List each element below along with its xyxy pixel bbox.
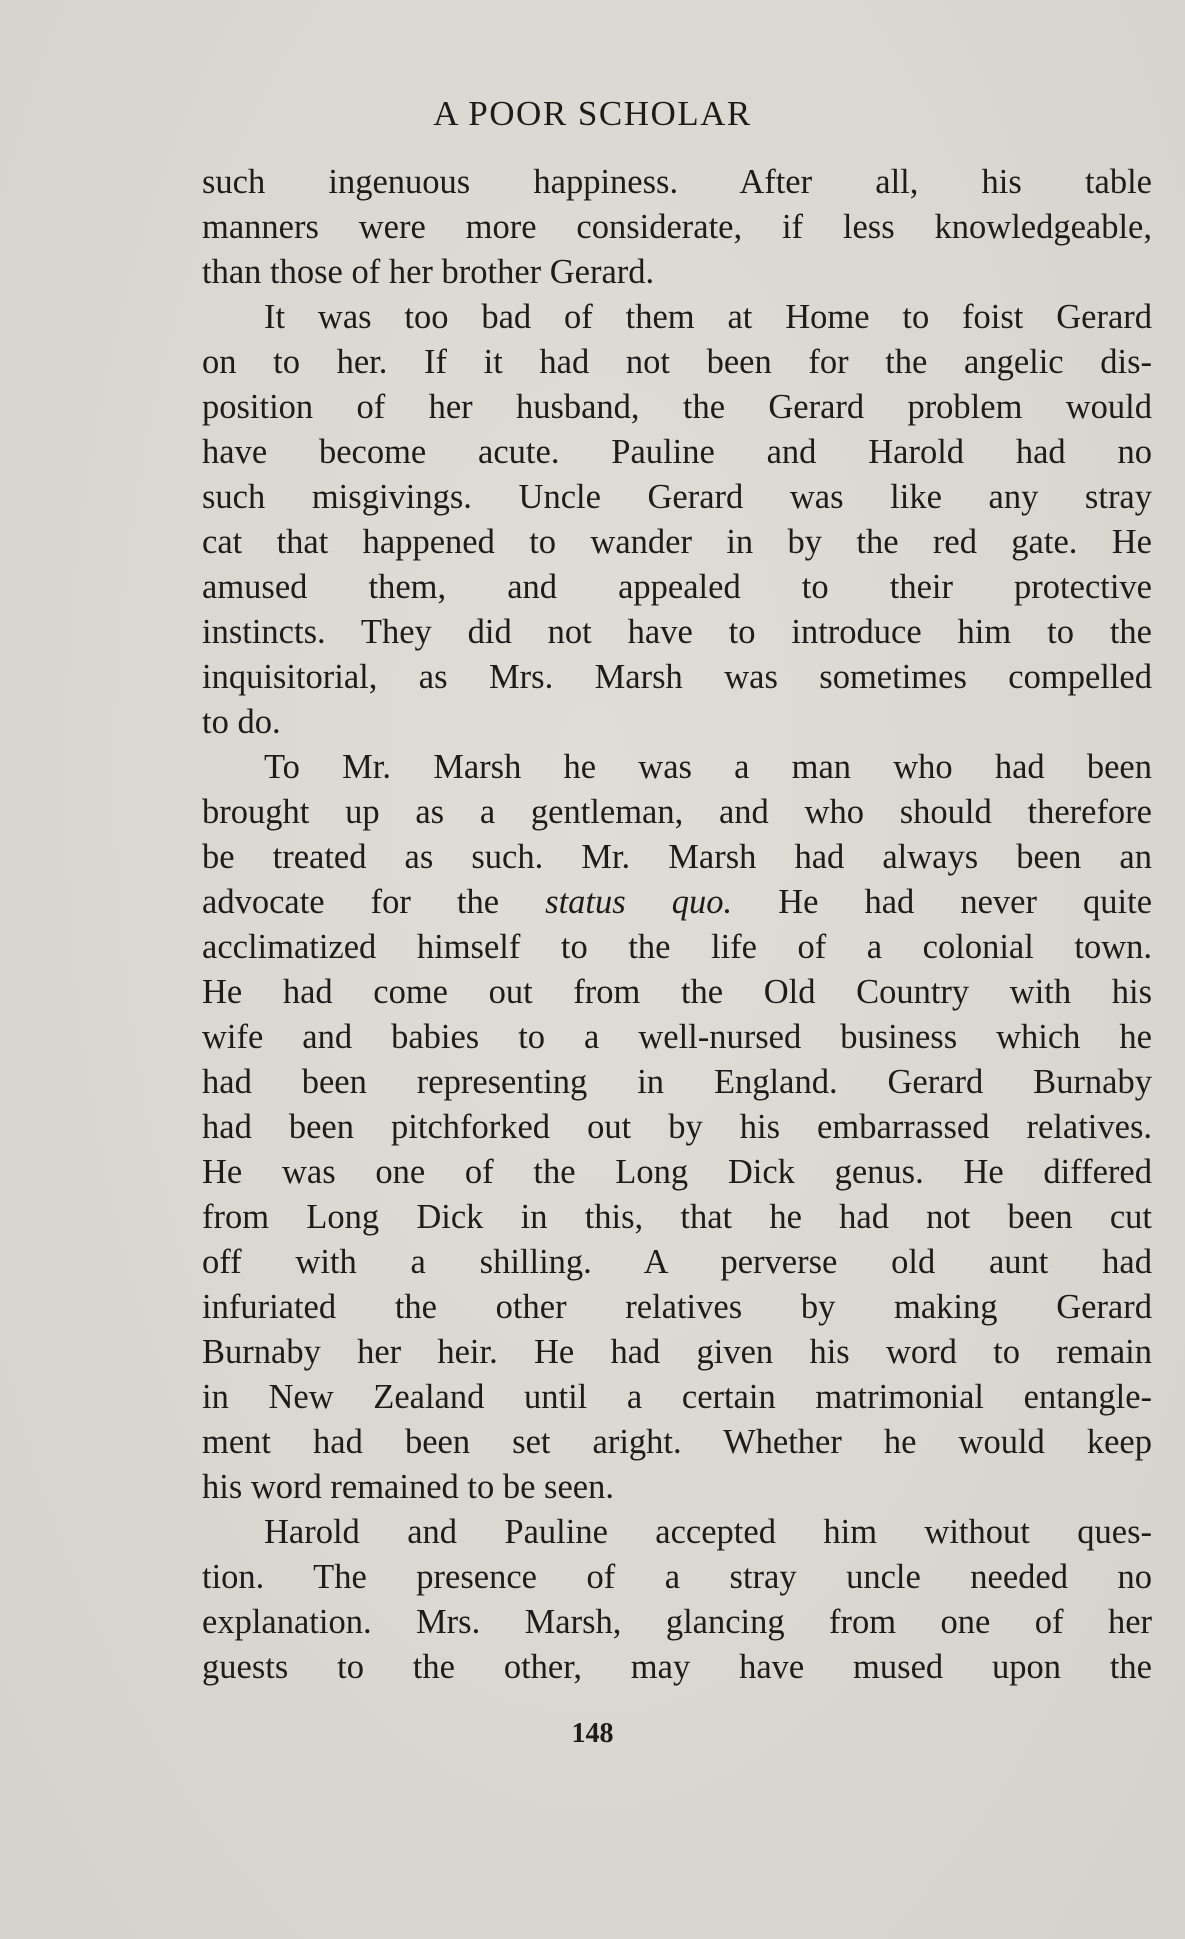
text-line: on to her. If it had not been for the angelic dis- bbox=[202, 343, 1152, 381]
text-line: to do. bbox=[202, 703, 281, 741]
text-line: amused them, and appealed to their protective bbox=[202, 568, 1152, 606]
text-line: tion. The presence of a stray uncle needed no bbox=[202, 1558, 1152, 1596]
text-line: than those of her brother Gerard. bbox=[202, 253, 655, 291]
text-line: He had come out from the Old Country with his bbox=[202, 973, 1152, 1011]
text-line: infuriated the other relatives by making Gerard bbox=[202, 1288, 1152, 1326]
text-line: cat that happened to wander in by the red gate. He bbox=[202, 523, 1152, 561]
text-line: position of her husband, the Gerard problem would bbox=[202, 388, 1152, 426]
text-line: had been pitchforked out by his embarrassed relatives. bbox=[202, 1108, 1152, 1146]
text-line: brought up as a gentleman, and who should therefore bbox=[202, 793, 1152, 831]
text-line: such misgivings. Uncle Gerard was like any stray bbox=[202, 478, 1152, 516]
text-line: have become acute. Pauline and Harold had no bbox=[202, 433, 1152, 471]
text-line: his word remained to be seen. bbox=[202, 1468, 614, 1506]
text-line: from Long Dick in this, that he had not been cut bbox=[202, 1198, 1152, 1236]
text-line: instincts. They did not have to introduce him to the bbox=[202, 613, 1152, 651]
text-line: ment had been set aright. Whether he would keep bbox=[202, 1423, 1152, 1461]
text-fragment: He had never quite bbox=[778, 883, 1152, 921]
text-line: He was one of the Long Dick genus. He differed bbox=[202, 1153, 1152, 1191]
text-line: manners were more considerate, if less knowledgeable, bbox=[202, 208, 1152, 246]
text-fragment: advocate for the bbox=[202, 883, 500, 921]
text-line: guests to the other, may have mused upon the bbox=[202, 1648, 1152, 1686]
italic-phrase: status quo. bbox=[545, 883, 733, 921]
text-line: It was too bad of them at Home to foist Gerard bbox=[264, 298, 1152, 336]
text-line: such ingenuous happiness. After all, his table bbox=[202, 163, 1152, 201]
text-line: in New Zealand until a certain matrimonial entangle- bbox=[202, 1378, 1152, 1416]
text-line: explanation. Mrs. Marsh, glancing from one of her bbox=[202, 1603, 1152, 1641]
text-line: acclimatized himself to the life of a colonial town. bbox=[202, 928, 1152, 966]
body-text bbox=[202, 160, 1152, 1690]
text-line bbox=[202, 880, 1152, 925]
text-line: be treated as such. Mr. Marsh had always been an bbox=[202, 838, 1152, 876]
text-line: Burnaby her heir. He had given his word to remain bbox=[202, 1333, 1152, 1371]
text-line: had been representing in England. Gerard Burnaby bbox=[202, 1063, 1152, 1101]
text-line: To Mr. Marsh he was a man who had been bbox=[264, 748, 1152, 786]
text-line: wife and babies to a well-nursed business which he bbox=[202, 1018, 1152, 1056]
page-number: 148 bbox=[571, 1718, 614, 1749]
running-head: A POOR SCHOLAR bbox=[433, 94, 752, 133]
text-line: Harold and Pauline accepted him without ques- bbox=[264, 1513, 1152, 1551]
text-line: inquisitorial, as Mrs. Marsh was sometimes compelled bbox=[202, 658, 1152, 696]
text-line: off with a shilling. A perverse old aunt had bbox=[202, 1243, 1152, 1281]
